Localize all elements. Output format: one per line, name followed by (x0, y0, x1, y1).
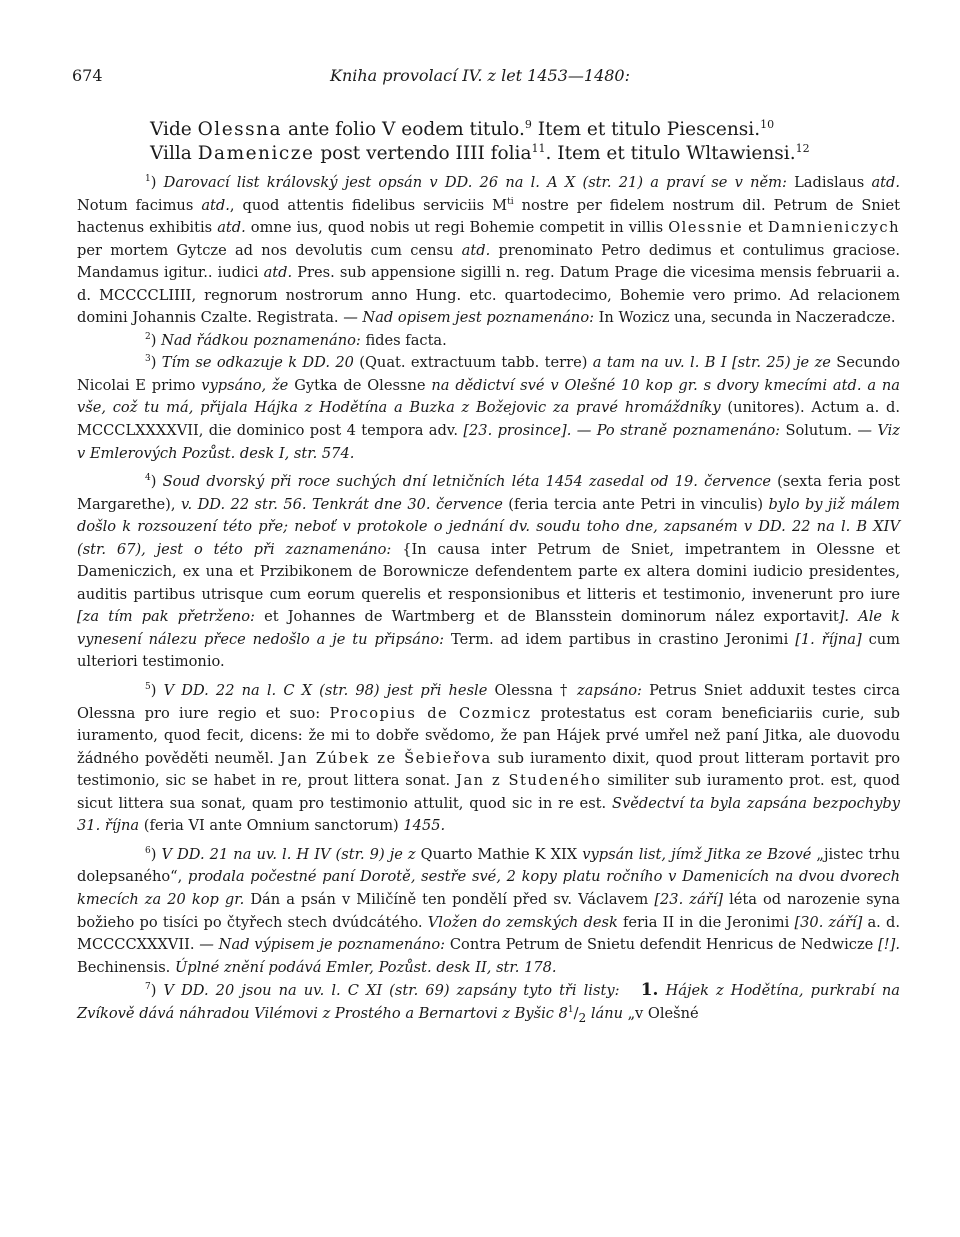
text: feria II in die Jeronimi (617, 913, 795, 931)
text: Jan Zúbek ze Šebieřova (279, 749, 492, 767)
text: (Quat. extractuum tabb. terre) (353, 354, 593, 372)
text: léta od narozenie syna božieho po tisíci po čtyřech stech dvúdcátého. (77, 890, 900, 931)
page-number: 674 (72, 66, 103, 85)
text: zapsáno: (576, 682, 642, 700)
footnote-ref-10: 10 (760, 117, 775, 131)
running-head: Kniha provolací IV. z let 1453—1480: (329, 66, 630, 85)
text: et Johannes de Wartmberg et de Blansstein dominorum nález exportavit (254, 608, 839, 626)
text: et (743, 219, 768, 237)
text: Gytka de Olessne (288, 376, 432, 394)
text: Tím se odkazuje k DD. 20 (156, 354, 354, 372)
text: V DD. 22 na l. C X (str. 98) jest při hesle (156, 682, 488, 700)
text: similiter sub iuramento prot. est, quod sicut littera sua sonat, quam pro testimonio attulit, quod sic in re est. (77, 772, 900, 812)
text: fides facta. (360, 331, 447, 349)
footnote-ref-12: 12 (795, 141, 810, 155)
text: Quarto Mathie K XIX (415, 845, 583, 863)
text: per mortem Gytcze ad nos devolutis cum censu (77, 241, 462, 259)
text: {In causa inter Petrum de Sniet, impetrantem in Olessne et Dameniczich, ex una et Przibikonem de Borownicze defendentem parte ex altera domini iudicio presidentes, auditis partibus utrisque cum eorum querelis et responsionibus et litteris et testimonio, invenerunt pro iure (77, 540, 900, 603)
text: vypsán list, jímž Jitka ze Bzové (582, 845, 812, 863)
footnote-6: $^6$) V DD. 21 na uv. l. H IV (str. 9) je z Quarto Mathie K XIX vypsán list, jímž Jitka ze Bzové „jistec trhu dolepsaného“, prodala počestné paní Dorotě, sestře své, 2 kopy platu ročního v Damenicích na dvou dvorech kmecích za 20 kop gr. Dán a psán v Miličíně ten pondělí před sv. Václavem [23. září] léta od narozenie syna božieho po tisíci po čtyřech stech dvúdcátého. Vložen do zemských desk feria II in die Jeronimi [30. září] a. d. MCCCCXXXVII. — Nad výpisem je poznamenáno: Contra Petrum de Snietu defendit Henricus de Nedwicze [!]. Bechinensis. Úplné znění podává Emler, Pozůst. desk II, str. 178. (77, 845, 900, 976)
text: post vertendo IIII folia (314, 143, 532, 164)
text: [23. září] (654, 890, 724, 908)
text: Jan z Studeného (456, 772, 602, 790)
footnote-marker: 1 (145, 174, 151, 185)
text: 2 (578, 1010, 587, 1025)
text: . Item et titulo Wltawiensi. (545, 143, 796, 164)
text: vypsáno, že (201, 376, 289, 394)
text: Secundo Nicolai E primo (77, 354, 900, 394)
list-number: 1. (640, 980, 659, 1001)
text: Contra Petrum de Snietu defendit Henricus de Nedwicze (445, 936, 879, 954)
text: V DD. 20 jsou na uv. l. C XI (str. 69) zapsány tyto tři listy: (156, 982, 620, 1000)
text: / (573, 1004, 579, 1022)
text: Olessna † (487, 682, 577, 700)
text: [1. října] (795, 630, 862, 648)
text: „jistec trhu dolepsaného“, (77, 845, 900, 886)
text: lánu (586, 1004, 624, 1022)
text: Vložen do zemských desk (427, 913, 618, 931)
text: Petrus Sniet adduxit testes circa Olessna pro iure regio et suo: (77, 682, 900, 722)
place-name-olessna: Olessna (197, 119, 283, 140)
text: atd. (263, 264, 293, 282)
footnote-marker: 4 (145, 473, 151, 484)
footnote-ref-11: 11 (531, 141, 546, 155)
text: 1455. (403, 817, 446, 835)
text: prodala počestné paní Dorotě, sestře své, 2 kopy platu ročního v Damenicích na dvou dvorech kmecích za 20 kop gr. (77, 868, 900, 908)
text: prenominato Petro dedimus et contulimus graciose. Mandamus igitur.. iudici (77, 241, 900, 282)
text: sub iuramento dixit, quod prout litteram portavit pro testimonio, sic se habet in re, prout littera sonat. (77, 749, 901, 790)
text: — Viz v Emlerových Pozůst. desk I, str. 574. (77, 422, 900, 462)
footnote-5: $^5$) V DD. 22 na l. C X (str. 98) jest při hesle Olessna † zapsáno: Petrus Sniet adduxit testes circa Olessna pro iure regio et suo: Procopius de Cozmicz protestatus est coram beneficiariis curie, sub iuramento, quod fecit, dicens: že mi to dobře svědomo, že pan Hájek prvé umřel než paní Jitka, ale duovodu žádného pověděti neuměl. Jan Zúbek ze Šebieřova sub iuramento dixit, quod prout litteram portavit pro testimonio, sic se habet in re, prout littera sonat. Jan z Studeného similiter sub iuramento prot. est, quod sicut littera sua sonat, quam pro testimonio attulit, quod sic in re est. Svědectví ta byla zapsána bezpochyby 31. října (feria VI ante Omnium sanctorum) 1455. (77, 682, 901, 835)
text: In Wozicz una, secunda in Naczeradcze. (594, 309, 896, 327)
text: cum ulteriori testimonio. (77, 630, 900, 671)
text: Úplné znění podává Emler, Pozůst. desk II, str. 178. (174, 958, 557, 976)
footnote-marker: 7 (145, 982, 151, 993)
text: (feria VI ante Omnium sanctorum) (139, 817, 404, 835)
text: Procopius de Cozmicz (329, 704, 532, 722)
text: atd. (201, 196, 230, 214)
place-name-damenicze: Damenicze (197, 143, 315, 164)
text: Nad řádkou poznamenáno: (156, 331, 361, 349)
text: atd. (461, 241, 491, 259)
text: v. DD. 22 str. 56. Tenkrát dne 30. července (180, 495, 503, 513)
text: Soud dvorský při roce suchých dní letničních léta 1454 zasedal od 19. července (156, 473, 771, 491)
text: Dán a psán v Miličíně ten pondělí před sv. Václavem (244, 890, 655, 908)
text: V DD. 21 na uv. l. H IV (str. 9) je z (156, 845, 416, 863)
text: Solutum. (780, 422, 858, 440)
text: Damnieniczych (767, 219, 901, 237)
main-text (150, 118, 900, 166)
footnote-marker: 6 (145, 846, 151, 856)
text: ti (507, 196, 514, 207)
text: Olessnie (668, 219, 744, 237)
text: omne ius, quod nobis ut regi Bohemie competit in villis (245, 219, 669, 237)
text: (unitores). Actum a. d. MCCCLXXXXVII, die dominico post 4 tempora adv. (77, 399, 900, 440)
text: nostre per fidelem nostrum dil. Petrum de Sniet hactenus exhibitis (77, 196, 900, 237)
footnotes (77, 172, 900, 1029)
text: atd. (871, 174, 900, 191)
text: a tam na uv. l. B I [str. 25) je ze (592, 354, 831, 372)
footnote-7: $^7$) V DD. 20 jsou na uv. l. C XI (str. 69) zapsány tyto tři listy: 1. Hájek z Hodětína, purkrabí na Zvíkově dává náhradou Vilémovi z Prostého a Bernartovi z Byšic $8^1/_2$ lánu „v Olešné (77, 980, 900, 1025)
text: atd. (217, 219, 246, 237)
text: Darovací list královský jest opsán v DD. 26 na l. A X (str. 21) a praví se v něm: (156, 174, 787, 191)
text: , quod attentis fidelibus serviciis M (229, 196, 508, 214)
footnote-marker: 3 (145, 354, 151, 365)
text: Pres. sub appensione sigilli n. reg. Datum Prage die vicesima mensis februarii a. d. MCCCCLIIII, regnorum nostrorum anno Hung. etc. quartodecimo, Bohemie vero primo. Ad relacionem domini Johannis Czalte. Registrata. (77, 264, 900, 327)
main-line-2 (150, 142, 900, 166)
footnote-3: $^3$) Tím se odkazuje k DD. 20 (Quat. extractuum tabb. terre) a tam na uv. l. B I [str. 25) je ze Secundo Nicolai E primo vypsáno, že Gytka de Olessne na dědictví své v Olešné 10 kop gr. s dvory kmecími atd. a na vše, což tu má, přijala Hájka z Hodětína a Buzka z Božejovic za pravé hromáždníky (unitores). Actum a. d. MCCCLXXXXVII, die dominico post 4 tempora adv. [23. prosince]. — Po straně poznamenáno: Solutum. — Viz v Emlerových Pozůst. desk I, str. 574. (77, 354, 900, 462)
text: Term. ad idem partibus in crastino Jeronimi (444, 630, 796, 648)
text: bylo by již málem došlo k rozsouzení této pře; neboť v protokole o jednání dv. soudu toho dne, zapsaném v DD. 22 na l. B XIV (str. 67), jest o této při zaznamenáno: (77, 495, 901, 558)
text: Vide (150, 119, 198, 140)
text: [za tím pak přetrženo: (77, 608, 255, 626)
text: — Nad opisem jest poznamenáno: (343, 309, 595, 327)
footnote-1: $^1$) Darovací list královský jest opsán v DD. 26 na l. A X (str. 21) a praví se v něm: Ladislaus atd. Notum facimus atd., quod attentis fidelibus serviciis $M^{ti}$ nostre per fidelem nostrum dil. Petrum de Sniet hactenus exhibitis atd. omne ius, quod nobis ut regi Bohemie competit in villis Olessnie et Damnieniczych per mortem Gytcze ad nos devolutis cum censu atd. prenominato Petro dedimus et contulimus graciose. Mandamus igitur.. iudici atd. Pres. sub appensione sigilli n. reg. Datum Prage die vicesima mensis februarii a. d. MCCCCLIIII, regnorum nostrorum anno Hung. etc. quartodecimo, Bohemie vero primo. Ad relacionem domini Johannis Czalte. Registrata. — Nad opisem jest poznamenáno: In Wozicz una, secunda in Naczeradcze. (77, 174, 901, 327)
text: Item et titulo Piescensi. (531, 119, 761, 140)
text: [23. prosince]. — Po straně poznamenáno: (463, 422, 781, 440)
footnote-marker: 2 (145, 331, 151, 342)
footnote-4: $^4$) Soud dvorský při roce suchých dní letničních léta 1454 zasedal od 19. července (sexta feria post Margarethe), v. DD. 22 str. 56. Tenkrát dne 30. července (feria tercia ante Petri in vinculis) bylo by již málem došlo k rozsouzení této pře; neboť v protokole o jednání dv. soudu toho dne, zapsaném v DD. 22 na l. B XIV (str. 67), jest o této při zaznamenáno: {In causa inter Petrum de Sniet, impetrantem in Olessne et Dameniczich, ex una et Przibikonem de Borownicze defendentem parte ex altera domini iudicio presidentes, auditis partibus utrisque cum eorum querelis et responsionibus et litteris et testimonio, invenerunt pro iure [za tím pak přetrženo: et Johannes de Wartmberg et de Blansstein dominorum nález exportavit]. Ale k vynesení nálezu přece nedošlo a je tu připsáno: Term. ad idem partibus in crastino Jeronimi [1. října] cum ulteriori testimonio. (77, 473, 901, 671)
footnote-marker: 5 (145, 682, 151, 693)
text: [!]. (878, 936, 900, 954)
text: Ladislaus (786, 174, 872, 191)
main-line-1 (150, 118, 900, 142)
text: (feria tercia ante Petri in vinculis) (502, 495, 769, 513)
text: ante folio V eodem titulo. (282, 119, 525, 140)
text: Villa (150, 143, 198, 164)
text: a. d. MCCCCXXXVII. (77, 913, 900, 954)
text: [30. září] (794, 913, 863, 931)
text: 1 (567, 1004, 574, 1015)
text: protestatus est coram beneficiariis curie, sub iuramento, quod fecit, dicens: že mi to dobře svědomo, že pan Hájek prvé umřel než paní Jitka, ale duovodu žádného pověděti neuměl. (77, 704, 900, 767)
page-header (72, 66, 888, 88)
text: Hájek z Hodětína, purkrabí na Zvíkově dává náhradou Vilémovi z Prostého a Bernartovi z Byšic 8 (77, 982, 900, 1022)
text: (sexta feria post Margarethe), (77, 473, 900, 513)
text: ]. Ale k vynesení nálezu přece nedošlo a je tu připsáno: (77, 608, 901, 648)
text: Notum facimus (77, 196, 202, 214)
text: — Nad výpisem je poznamenáno: (199, 936, 446, 954)
text: na dědictví své v Olešné 10 kop gr. s dvory kmecími atd. a na vše, což tu má, přijala Hájka z Hodětína a Buzka z Božejovic za pravé hromáždníky (77, 376, 900, 417)
text: „v Olešné (623, 1004, 699, 1022)
footnote-2: $^2$) Nad řádkou poznamenáno: fides facta. (145, 331, 447, 349)
text: Svědectví ta byla zapsána bezpochyby 31. října (77, 794, 900, 835)
text: Bechinensis. (77, 958, 175, 976)
footnote-ref-9: 9 (524, 117, 532, 131)
